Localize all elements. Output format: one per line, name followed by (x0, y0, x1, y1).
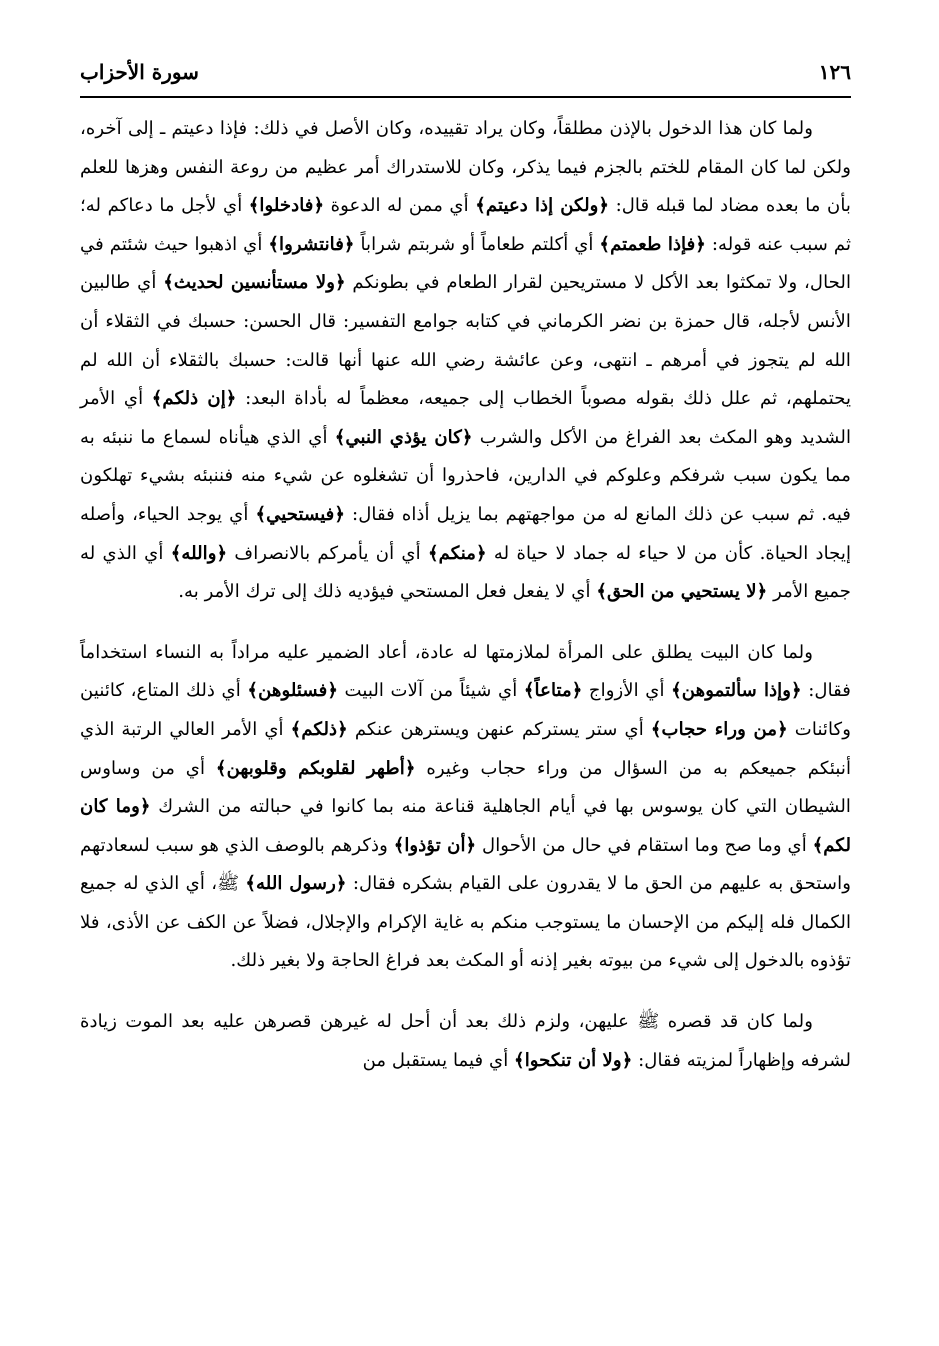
text-segment: أي لا يفعل فعل المستحي فيؤديه ذلك إلى ترك الأمر به. (178, 581, 597, 603)
quran-quote: ﴿فسئلوهن﴾ (247, 680, 338, 702)
text-segment: أي شيئاً من آلات البيت (337, 680, 524, 702)
text-segment: أي يوجد الحياء، وأصله إيجاد الحياة. كأن من لا حياء له جماد لا حياة له (80, 503, 851, 564)
text-segment: أي طالبين الأنس لأجله، قال حمزة بن نضر الكرماني في كتابه جوامع التفسير: قال الحسن: حسبك في الثقلاء أن الله لم يتجوز في أمرهم ـ انتهى، وعن عائشة رضي الله عنها أنها قالت: حسبك بالثقلاء أن الله لم يحتملهم، ثم علل ذلك بقوله مصوباً الخطاب إلى جميعه، معظماً له بأداة البعد: (80, 272, 852, 410)
page-number: ١٢٦ (818, 60, 851, 84)
quran-quote: ﴿وإذا سألتموهن﴾ (671, 680, 802, 702)
quran-quote: ﴿أطهر لقلوبكم وقلوبهن﴾ (215, 757, 416, 779)
quran-quote: ﴿كان يؤذي النبي﴾ (334, 426, 473, 448)
quran-quote: ﴿فانتشروا﴾ (268, 233, 355, 255)
paragraph-1 (80, 110, 851, 612)
quran-quote: ﴿أن تؤذوا﴾ (393, 834, 477, 856)
quran-quote: ﴿رسول الله﴾ (245, 873, 347, 895)
quran-quote: ﴿ولا أن تنكحوا﴾ (514, 1049, 633, 1071)
quran-quote: ﴿فيستحيي﴾ (255, 503, 346, 525)
text-segment: ﷺ، أي الذي له جميع الكمال فله إليكم من الإحسان ما يستوجب منكم به غاية الإكرام والإجلال، فضلاً عن الكف عن الأذى، فلا تؤذوه بالدخول إلى شيء من بيوته بغير إذنه أو المكث بعد فراغ الحاجة ولا بغير ذلك. (80, 873, 851, 972)
text-segment: أي أن يأمركم بالانصراف (227, 542, 428, 564)
text-segment: أي أكلتم طعاماً أو شربتم شراباً (354, 233, 600, 255)
quran-quote: ﴿والله﴾ (170, 542, 228, 564)
quran-quote: ﴿فادخلوا﴾ (248, 195, 325, 217)
text-segment: أي الذي هيأناه لسماع ما ننبئه به مما يكون سبب شرفكم وعلوكم في الدارين، فاحذروا أن تشغلوه عن شيء منه فننبئه بشيء تهلكون فيه. ثم سبب عن ذلك المانع له من مواجهتهم بما يزيل أذاه فقال: (80, 426, 851, 525)
text-segment: أي الذي له جميع الأمر (80, 542, 851, 603)
quran-quote: ﴿إن ذلكم﴾ (151, 388, 237, 410)
quran-quote: ﴿متاعاً﴾ (523, 680, 583, 702)
quran-quote: ﴿وما كان لكم﴾ (80, 796, 851, 856)
quran-quote: ﴿فإذا طعمتم﴾ (599, 233, 706, 255)
quran-quote: ﴿ذلكم﴾ (290, 718, 348, 740)
text-segment: أي من وساوس الشيطان التي كان يوسوس بها في أيام الجاهلية قناعة منه بما كانوا في حبالته من الشرك (80, 757, 851, 818)
quran-quote: ﴿منكم﴾ (427, 542, 487, 564)
quran-quote: ﴿لا يستحيي من الحق﴾ (596, 581, 768, 603)
text-segment: أي ذلك المتاع، كائنين وكائنات (80, 680, 851, 740)
text-segment: ولما كان هذا الدخول بالإذن مطلقاً، وكان يراد تقييده، وكان الأصل في ذلك: فإذا دعيتم ـ إلى آخره، ولكن لما كان المقام للختم بالجزم فيما يذكر، وكان للاستدراك أمر عظيم من روعة النفس وهزها للعلم بأن ما بعده مضاد لما قبله قال: (80, 118, 851, 217)
paragraph-3 (80, 1003, 851, 1080)
paragraph-2 (80, 634, 851, 981)
text-segment: أي اذهبوا حيث شئتم في الحال، ولا تمكثوا بعد الأكل لا مستريحين لقرار الطعام في بطونكم (80, 233, 852, 294)
surah-title: سورة الأحزاب (80, 60, 199, 84)
quran-quote: ﴿ولا مستأنسين لحديث﴾ (163, 272, 346, 294)
text-segment: ولما كان البيت يطلق على المرأة لملازمتها له عادة، أعاد الضمير عليه مراداً به النساء استخداماً فقال: (80, 641, 851, 702)
text-segment: أي لأجل ما دعاكم له؛ ثم سبب عنه قوله: (80, 195, 852, 255)
text-segment: أي وما صح وما استقام في حال من الأحوال (476, 834, 813, 856)
text-segment: أي فيما يستقبل من (362, 1049, 515, 1071)
quran-quote: ﴿ولكن إذا دعيتم﴾ (475, 195, 610, 217)
text-segment: أي الأزواج (582, 680, 672, 702)
text-segment: وذكرهم بالوصف الذي هو سبب لسعادتهم واستحق به عليهم من الحق ما لا يقدرون على القيام بشكره فقال: (80, 834, 851, 895)
text-segment: أي الأمر الشديد وهو المكث بعد الفراغ من الأكل والشرب (80, 388, 851, 448)
page-header (80, 58, 851, 98)
text-segment: ولما كان قد قصره ﷺ عليهن، ولزم ذلك بعد أن أحل له غيرهن قصرهن عليه بعد الموت زيادة لشرفه وإظهاراً لمزيته فقال: (80, 1011, 851, 1071)
quran-quote: ﴿من وراء حجاب﴾ (650, 718, 788, 740)
body-text (80, 110, 851, 1080)
text-segment: أي ستر يستركم عنهن ويسترهن عنكم (347, 718, 651, 740)
text-segment: أي ممن له الدعوة (324, 195, 476, 217)
text-segment: أي الأمر العالي الرتبة الذي أنبئكم جميعكم به من السؤال من وراء حجاب وغيره (80, 718, 851, 779)
